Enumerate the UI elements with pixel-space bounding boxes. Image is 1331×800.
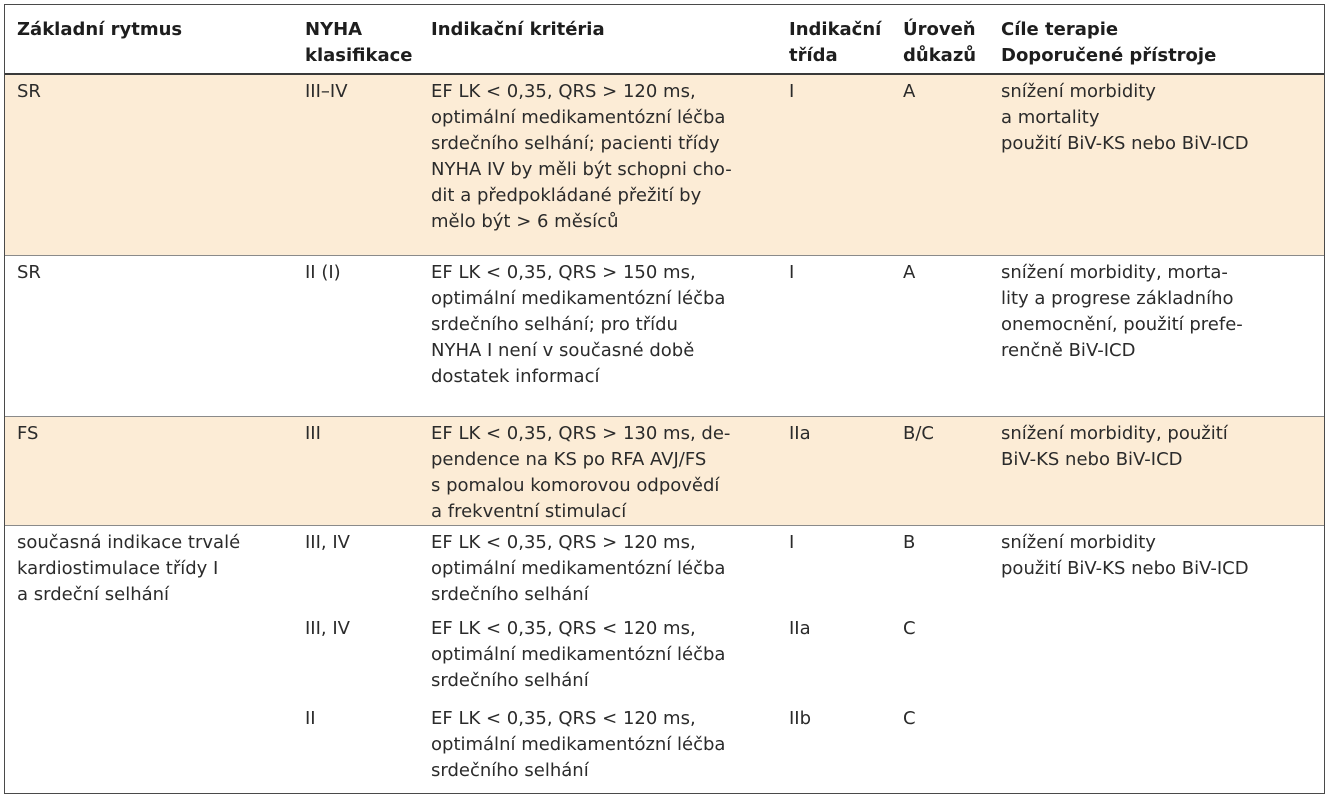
cell-cile [993,74,1324,256]
cell-cile [993,417,1324,526]
table-row [5,417,1324,526]
cell-cile [993,256,1324,417]
cell-kriteria-line: optimální medikamentózní léčba [431,734,726,755]
cell-cile-line: renčně BiV-ICD [1001,340,1136,361]
cell-cile [993,616,1324,706]
cell-zakladni-rytmus [5,74,297,256]
cell-kriteria-line: srdečního selhání [431,760,589,781]
cell-uroven-value: A [903,81,916,102]
table-header [5,5,1324,74]
cell-nyha [297,616,423,706]
cell-kriteria-line: a frekventní stimulací [431,501,627,522]
cell-kriteria-line: EF LK < 0,35, QRS > 130 ms, de- [431,423,731,444]
header-uroven: Úroveň důkazů [903,19,977,66]
cell-trida [781,417,895,526]
header-kriteria: Indikační kritéria [431,19,605,40]
table-row [5,616,1324,706]
cell-cile [993,706,1324,792]
cell-kriteria-line: srdečního selhání [431,670,589,691]
cell-trida [781,74,895,256]
cell-uroven-value: B [903,532,916,553]
cell-kriteria [423,526,781,617]
table-row [5,256,1324,417]
cell-kriteria-line: optimální medikamentózní léčba [431,107,726,128]
cell-kriteria [423,616,781,706]
cell-kriteria [423,74,781,256]
cell-zakladni-rytmus [5,706,297,792]
cell-nyha [297,256,423,417]
cell-kriteria-line: EF LK < 0,35, QRS < 120 ms, [431,708,696,729]
cell-uroven-value: B/C [903,423,934,444]
cell-cile-line: lity a progrese základního [1001,288,1234,309]
cell-trida-value: I [789,532,795,553]
cell-cile-line: a mortality [1001,107,1100,128]
table-row [5,74,1324,256]
cell-trida [781,706,895,792]
cell-kriteria-line: s pomalou komorovou odpovědí [431,475,720,496]
cell-cile-line: použití BiV-KS nebo BiV-ICD [1001,133,1249,154]
cell-cile-line: snížení morbidity, použití [1001,423,1228,444]
cell-zakladni-rytmus [5,526,297,617]
cell-zakladni-rytmus [5,616,297,706]
cell-nyha [297,706,423,792]
cell-trida [781,526,895,617]
cell-cile-line: snížení morbidity [1001,532,1156,553]
cell-kriteria-line: pendence na KS po RFA AVJ/FS [431,449,707,470]
cell-uroven-value: A [903,262,916,283]
cell-uroven [895,74,993,256]
cell-zakladni-rytmus-line: SR [17,262,41,283]
cell-zakladni-rytmus-line: současná indikace trvalé [17,532,241,553]
cell-zakladni-rytmus-line: a srdeční selhání [17,584,170,605]
cell-nyha [297,526,423,617]
table-body [5,74,1324,792]
header-nyha: NYHA klasifikace [305,19,413,66]
cell-uroven [895,616,993,706]
cell-zakladni-rytmus [5,417,297,526]
indication-table-frame [4,4,1325,794]
cell-kriteria-line: NYHA IV by měli být schopni cho- [431,159,732,180]
indication-table [5,5,1324,792]
cell-nyha [297,74,423,256]
cell-uroven-value: C [903,708,916,729]
cell-nyha-value: II (I) [305,262,341,283]
cell-kriteria [423,706,781,792]
cell-zakladni-rytmus-line: FS [17,423,39,444]
cell-uroven [895,256,993,417]
cell-cile-line: snížení morbidity, morta- [1001,262,1228,283]
cell-kriteria-line: NYHA I není v současné době [431,340,695,361]
cell-trida-value: IIb [789,708,812,729]
cell-uroven [895,706,993,792]
cell-kriteria-line: srdečního selhání; pro třídu [431,314,678,335]
cell-kriteria-line: optimální medikamentózní léčba [431,288,726,309]
cell-nyha-value: III, IV [305,618,350,639]
cell-cile-line: onemocnění, použití prefe- [1001,314,1243,335]
cell-cile-line: použití BiV-KS nebo BiV-ICD [1001,558,1249,579]
cell-kriteria [423,417,781,526]
cell-trida-value: IIa [789,618,811,639]
cell-kriteria-line: srdečního selhání [431,584,589,605]
cell-uroven [895,417,993,526]
table-row [5,706,1324,792]
cell-kriteria-line: dit a předpokládané přežití by [431,185,702,206]
cell-nyha-value: III [305,423,321,444]
cell-trida [781,256,895,417]
cell-cile-line: BiV-KS nebo BiV-ICD [1001,449,1183,470]
cell-nyha [297,417,423,526]
table-row [5,526,1324,617]
cell-kriteria-line: EF LK < 0,35, QRS > 120 ms, [431,81,696,102]
cell-trida [781,616,895,706]
cell-trida-value: I [789,262,795,283]
cell-zakladni-rytmus [5,256,297,417]
cell-zakladni-rytmus-line: SR [17,81,41,102]
cell-nyha-value: II [305,708,316,729]
cell-kriteria-line: EF LK < 0,35, QRS > 120 ms, [431,532,696,553]
cell-trida-value: IIa [789,423,811,444]
cell-kriteria-line: optimální medikamentózní léčba [431,644,726,665]
cell-kriteria-line: EF LK < 0,35, QRS > 150 ms, [431,262,696,283]
cell-kriteria [423,256,781,417]
header-cile: Cíle terapie Doporučené přístroje [1001,19,1217,66]
header-trida: Indikační třída [789,19,882,66]
header-zakladni-rytmus: Základní rytmus [17,19,183,40]
cell-kriteria-line: EF LK < 0,35, QRS < 120 ms, [431,618,696,639]
cell-uroven-value: C [903,618,916,639]
cell-kriteria-line: srdečního selhání; pacienti třídy [431,133,720,154]
cell-kriteria-line: optimální medikamentózní léčba [431,558,726,579]
cell-nyha-value: III, IV [305,532,350,553]
cell-nyha-value: III–IV [305,81,348,102]
cell-kriteria-line: dostatek informací [431,366,600,387]
cell-cile [993,526,1324,617]
cell-trida-value: I [789,81,795,102]
cell-zakladni-rytmus-line: kardiostimulace třídy I [17,558,219,579]
cell-uroven [895,526,993,617]
cell-kriteria-line: mělo být > 6 měsíců [431,211,619,232]
cell-cile-line: snížení morbidity [1001,81,1156,102]
